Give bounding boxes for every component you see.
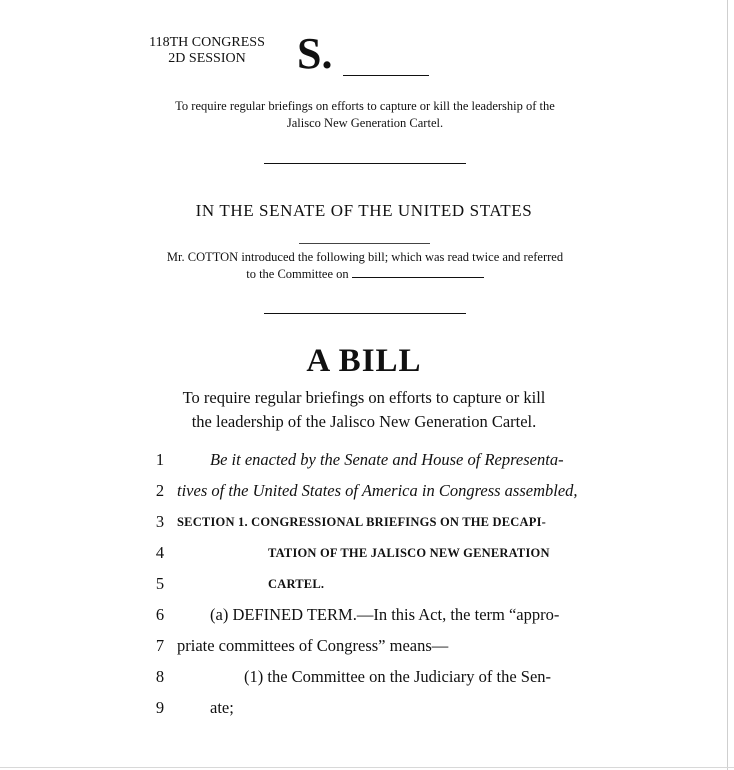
line-number: 5 (155, 574, 165, 593)
line-number: 1 (155, 450, 165, 469)
long-title (154, 386, 574, 434)
body-text-line: priate committees of Congress” means— (177, 636, 449, 655)
introduction-text: introduced the following bill; which was read twice and referred (241, 250, 564, 264)
subsection-a-line (210, 605, 559, 625)
enacting-clause-line: Be it enacted by the Senate and House of Representa- (210, 450, 564, 469)
bill-number-prefix: S. (297, 29, 333, 78)
sponsor-prefix: Mr. (166, 250, 185, 264)
section-heading-line: TATION OF THE JALISCO NEW GENERATION (268, 546, 550, 560)
subsection-heading: DEFINED TERM (232, 605, 353, 624)
congress-label: 118TH CONGRESS (149, 35, 265, 50)
line-number: 6 (155, 605, 165, 624)
enacting-clause-line: tives of the United States of America in Congress assembled, (177, 481, 578, 500)
divider-rule (264, 313, 466, 314)
line-number: 3 (155, 512, 165, 531)
line-number: 8 (155, 667, 165, 686)
congress-session-header (137, 35, 277, 67)
section-heading-line: CARTEL. (268, 577, 325, 591)
introduction-statement (140, 249, 590, 283)
long-title-line: To require regular briefings on efforts to capture or kill (182, 388, 546, 407)
subsection-label: (a) (210, 605, 229, 624)
line-number: 4 (155, 543, 165, 562)
short-title: To require regular briefings on efforts to capture or kill the leadership of the Jalisco New Generation Cartel. (175, 99, 555, 130)
line-number: 2 (155, 481, 165, 500)
line-number: 7 (155, 636, 165, 655)
committee-referral-text: to the Committee on (246, 267, 349, 281)
section-heading-line: SECTION 1. CONGRESSIONAL BRIEFINGS ON THE DECAPI- (177, 515, 547, 529)
divider-rule-thin (299, 243, 430, 244)
divider-rule (264, 163, 466, 164)
bill-heading: A BILL (306, 343, 422, 379)
page-edge-right (727, 0, 728, 770)
long-title-line: the leadership of the Jalisco New Generation Cartel. (191, 412, 537, 431)
paragraph-1-line: ate; (210, 698, 234, 717)
session-label: 2D SESSION (168, 51, 246, 66)
committee-blank (352, 267, 484, 278)
subsection-text: .—In this Act, the term “appro- (352, 605, 560, 624)
paragraph-1-line: (1) the Committee on the Judiciary of the Sen- (244, 667, 552, 686)
chamber-heading: IN THE SENATE OF THE UNITED STATES (195, 201, 533, 220)
line-number: 9 (155, 698, 165, 717)
bill-number-blank (343, 75, 429, 76)
sponsor-name: COTTON (187, 250, 239, 264)
page-edge-bottom (0, 767, 734, 768)
